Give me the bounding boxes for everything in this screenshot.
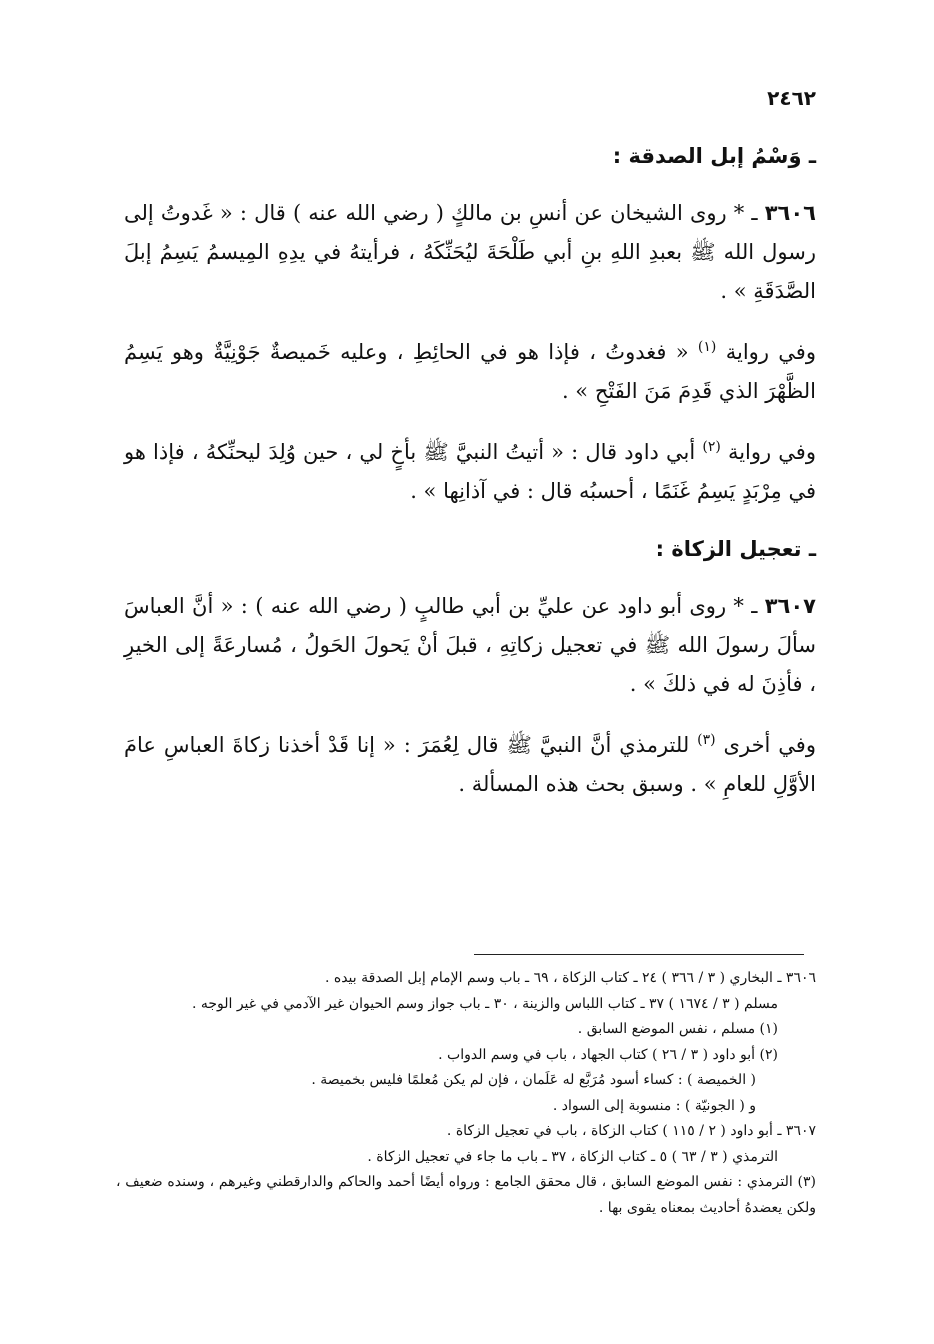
entry-3607: [124, 587, 816, 704]
entry-3606: [124, 194, 816, 311]
section-heading-branding: ـ وَسْمُ إبل الصدقة :: [612, 144, 816, 168]
footnote-line: و ( الجونيّة ) : منسوبة إلى السواد .: [552, 1097, 756, 1114]
footnote-marker: (١): [697, 339, 717, 355]
paragraph-lead: وفي رواية: [727, 440, 816, 464]
footnote-marker: (٣): [697, 732, 716, 748]
entry-number: ٣٦٠٧: [764, 594, 816, 618]
footnote-line: (٣) الترمذي : نفس الموضع السابق ، قال محقق الجامع : ورواه أيضًا أحمد والحاكم والدارقطني وغيرهم ، وسنده ضعيف ، ولكن يعضدهُ أحاديث بمعناه يقوى بها .: [116, 1174, 816, 1216]
footnote-line: مسلم ( ٣ / ١٦٧٤ ) ٣٧ ـ كتاب اللباس والزينة ، ٣٠ ـ باب جواز وسم الحيوان غير الآدمي في غير الوجه .: [191, 995, 778, 1012]
footnote-line: ٣٦٠٧ ـ أبو داود ( ٢ / ١١٥ ) كتاب الزكاة ، باب في تعجيل الزكاة .: [446, 1123, 816, 1139]
paragraph-lead: وفي أخرى: [723, 733, 816, 757]
footnote-line: (٢) أبو داود ( ٣ / ٢٦ ) كتاب الجهاد ، باب في وسم الدواب .: [438, 1046, 778, 1063]
paragraph-lead: وفي رواية: [725, 340, 816, 364]
footnote-divider: [474, 954, 804, 955]
footnotes: [116, 966, 816, 1221]
footnote-marker: (٢): [702, 439, 721, 455]
paragraph-text: أبي داود قال : « أتيتُ النبيَّ ﷺ بأخٍ لي ، حين وُلِدَ ليحنِّكهُ ، فإذا هو في مِرْبَدٍ يَسِمُ غَنَمًا ، أحسبُه قال : في آذانِها » .: [124, 440, 816, 503]
riwaya-paragraph: [124, 333, 816, 411]
footnote-line: ( الخميصة ) : كساء أسود مُرَبَّع له عَلَمان ، فإن لم يكن مُعلمًا فليس بخميصة .: [311, 1072, 756, 1088]
entry-text: ـ * روى الشيخان عن أنسِ بن مالكٍ ( رضي الله عنه ) قال : « غَدوتُ إلى رسول الله ﷺ بعبدِ اللهِ بنِ أبي طَلْحَةَ ليُحَنِّكَهُ ، فرأيتهُ في يدِهِ المِيسمُ يَسِمُ إبلَ الصَّدَقَةِ » .: [124, 201, 816, 303]
paragraph-text: « فغدوتُ ، فإذا هو في الحائِطِ ، وعليه خَميصةٌ جَوْنِيَّةٌ وهو يَسِمُ الظَّهْرَ الذي قَدِمَ مَنَ الفَتْحِ » .: [124, 340, 816, 403]
paragraph-text: للترمذي أنَّ النبيَّ ﷺ قال لِعُمَرَ : « إنا قَدْ أخذنا زكاةَ العباسِ عامَ الأوَّلِ للعامِ » . وسبق بحث هذه المسألة .: [124, 733, 816, 796]
footnote-line: الترمذي ( ٣ / ٦٣ ) ٥ ـ كتاب الزكاة ، ٣٧ ـ باب ما جاء في تعجيل الزكاة .: [367, 1148, 778, 1165]
entry-number: ٣٦٠٦: [764, 201, 816, 225]
riwaya-paragraph: [124, 433, 816, 511]
section-heading-zakat: ـ تعجيل الزكاة :: [655, 537, 816, 561]
footnote-line: ٣٦٠٦ ـ البخاري ( ٣ / ٣٦٦ ) ٢٤ ـ كتاب الزكاة ، ٦٩ ـ باب وسم الإمام إبل الصدقة بيده .: [324, 970, 816, 986]
riwaya-paragraph: [124, 726, 816, 804]
footnote-line: (١) مسلم ، نفس الموضع السابق .: [577, 1021, 778, 1037]
entry-text: ـ * روى أبو داود عن عليِّ بن أبي طالبٍ ( رضي الله عنه ) : « أنَّ العباسَ سألَ رسولَ الله ﷺ في تعجيل زكاتِهِ ، قبلَ أنْ يَحولَ الحَولُ ، مُسارعَةً إلى الخيرِ ، فأذِنَ له في ذلكَ » .: [124, 594, 816, 696]
main-text: [124, 136, 816, 804]
page-number: ٢٤٦٢: [767, 86, 816, 110]
